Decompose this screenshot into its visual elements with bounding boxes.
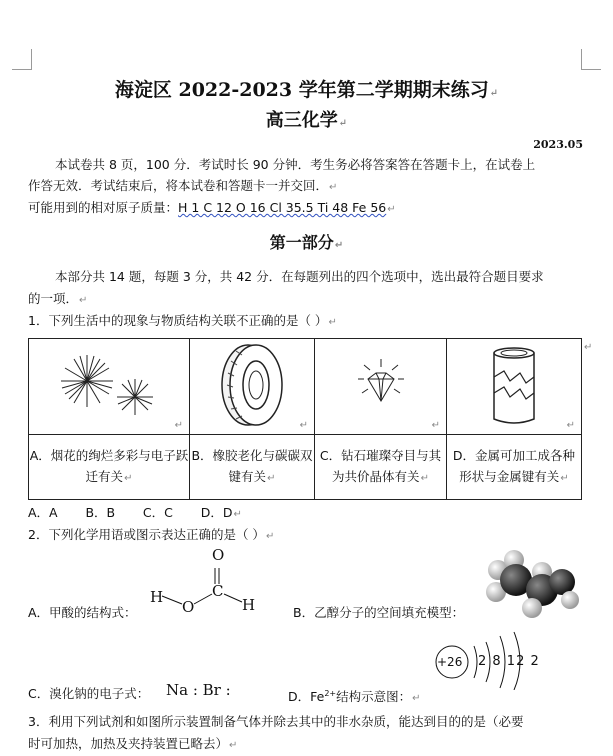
page-subtitle: 高三化学↵ (265, 110, 348, 131)
q2-stem: 2．下列化学用语或图示表达正确的是（ ）↵ (28, 527, 275, 542)
crop-mark (31, 49, 32, 69)
q1-option-c: C．钻石璀璨夺目与其为共价晶体有关↵ (315, 435, 447, 500)
formic-o-double: O (212, 546, 225, 564)
can-icon (484, 343, 544, 427)
fe-nucleus-charge: +26 (437, 655, 463, 669)
q1-option-a: A．烟花的绚烂多彩与电子跃迁有关↵ (29, 435, 190, 500)
nabr-electron-formula: Na : Br : (166, 681, 231, 699)
q1-option-d: D．金属可加工成各种形状与金属键有关↵ (447, 435, 582, 500)
q1-answers: A．A B．B C．C D．D↵ (28, 505, 242, 520)
part-desc-line-2: 的一项．↵ (28, 291, 88, 306)
atomic-masses: 可能用到的相对原子质量：H 1 C 12 O 16 Cl 35.5 Ti 48 Fe 56↵ (28, 200, 396, 215)
formic-c: C (212, 582, 224, 600)
q2-option-b-label: B．乙醇分子的空间填充模型： (293, 605, 465, 620)
crop-mark (581, 49, 582, 69)
formic-o-single: O (182, 598, 195, 616)
fe-shell-electrons: 2 8 12 2 (478, 654, 540, 669)
q1-image-d: ↵ (447, 339, 582, 435)
fireworks-icon (49, 345, 169, 425)
q2-option-a-label: A．甲酸的结构式： (28, 605, 137, 620)
page-title: 海淀区 2022-2023 学年第二学期期末练习↵ (114, 79, 499, 101)
part-heading: 第一部分↵ (269, 233, 344, 252)
exam-date: 2023.05 (533, 138, 583, 151)
part-desc-line-1: 本部分共 14 题，每题 3 分，共 42 分．在每题列出的四个选项中，选出最符合题目要求 (55, 269, 544, 284)
crop-mark (12, 69, 32, 70)
q1-image-b: ↵ (190, 339, 315, 435)
intro-line-2: 作答无效．考试结束后，将本试卷和答题卡一并交回．↵ (28, 178, 338, 193)
crop-mark (581, 69, 601, 70)
q1-image-a: ↵ (29, 339, 190, 435)
q3-stem-line-2: 时可加热，加热及夹持装置已略去）↵ (28, 736, 238, 751)
q1-option-b: B．橡胶老化与碳碳双键有关↵ (190, 435, 315, 500)
diamond-icon (346, 355, 416, 415)
q1-options-table (28, 338, 582, 500)
q2-option-d-label: D．$Fe^{2+}$结构示意图：↵ (288, 689, 421, 705)
q2-option-c-label: C．溴化钠的电子式： (28, 686, 150, 701)
q1-image-c: ↵ (315, 339, 447, 435)
formic-h-left: H (150, 588, 164, 606)
tire-icon (212, 341, 292, 429)
q1-stem: 1．下列生活中的现象与物质结构关联不正确的是（ ）↵ (28, 313, 337, 328)
formic-bonds (150, 550, 260, 620)
ethanol-model-icon (484, 550, 580, 620)
intro-line-1: 本试卷共 8 页，100 分．考试时长 90 分钟．考生务必将答案答在答题卡上，在试卷上 (55, 157, 536, 172)
table-end-mark: ↵ (584, 342, 593, 353)
q3-stem-line-1: 3．利用下列试剂和如图所示装置制备气体并除去其中的非水杂质，能达到目的的是（必要 (28, 714, 524, 729)
formic-h-right: H (242, 596, 256, 614)
